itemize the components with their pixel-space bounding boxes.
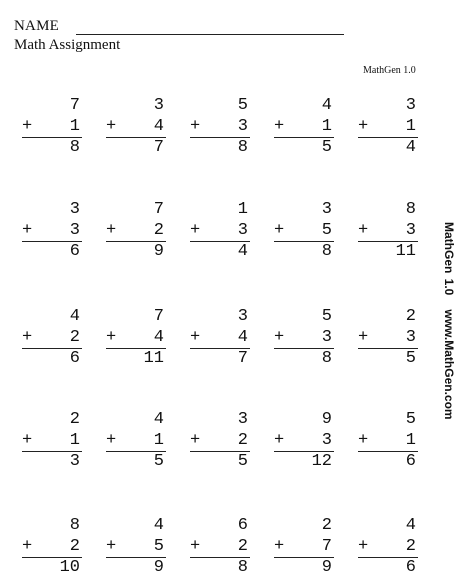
plus-operator: + [274, 117, 285, 136]
plus-operator: + [22, 117, 33, 136]
addition-problem [358, 306, 418, 370]
plus-operator: + [190, 117, 201, 136]
problem-answer: 6 [405, 452, 416, 471]
plus-operator: + [190, 537, 201, 556]
problem-bottom-number: 3 [405, 221, 416, 240]
plus-operator: + [106, 431, 117, 450]
plus-operator: + [274, 328, 285, 347]
addition-problem [190, 199, 250, 263]
plus-operator: + [106, 328, 117, 347]
problem-top-number: 3 [153, 96, 164, 115]
plus-operator: + [22, 221, 33, 240]
problem-top-number: 4 [321, 96, 332, 115]
problem-answer: 7 [153, 138, 164, 157]
problem-top-number: 3 [69, 200, 80, 219]
problem-top-number: 7 [153, 307, 164, 326]
addition-problem [22, 409, 82, 473]
page-title: Math Assignment [14, 37, 121, 53]
problem-bottom-number: 1 [405, 117, 416, 136]
problem-top-number: 5 [405, 410, 416, 429]
addition-problem [274, 409, 334, 473]
problem-bottom-number: 3 [69, 221, 80, 240]
problem-top-number: 2 [69, 410, 80, 429]
problem-top-number: 2 [321, 516, 332, 535]
problem-bottom-number: 4 [153, 117, 164, 136]
problem-bottom-number: 5 [321, 221, 332, 240]
problem-answer: 6 [69, 349, 80, 368]
problem-bottom-number: 1 [153, 431, 164, 450]
addition-problem [274, 199, 334, 263]
problem-top-number: 3 [237, 307, 248, 326]
addition-problem [106, 199, 166, 263]
addition-problem [358, 95, 418, 159]
problem-bottom-number: 1 [321, 117, 332, 136]
problem-bottom-number: 1 [69, 117, 80, 136]
problem-top-number: 6 [237, 516, 248, 535]
problem-bottom-number: 2 [237, 537, 248, 556]
problem-bottom-number: 5 [153, 537, 164, 556]
addition-problem [190, 306, 250, 370]
name-label: NAME [14, 18, 59, 34]
plus-operator: + [22, 328, 33, 347]
problem-answer: 8 [237, 558, 248, 577]
problem-bottom-number: 3 [321, 431, 332, 450]
problem-top-number: 8 [69, 516, 80, 535]
problem-bottom-number: 1 [405, 431, 416, 450]
side-product-name: MathGen 1.0 [442, 222, 456, 296]
problem-bottom-number: 4 [237, 328, 248, 347]
problem-bottom-number: 2 [237, 431, 248, 450]
addition-problem [358, 199, 418, 263]
problem-top-number: 2 [405, 307, 416, 326]
addition-problem [358, 409, 418, 473]
problem-answer: 4 [405, 138, 416, 157]
plus-operator: + [274, 221, 285, 240]
problem-top-number: 3 [405, 96, 416, 115]
plus-operator: + [106, 117, 117, 136]
addition-problem [106, 515, 166, 579]
problem-answer: 5 [405, 349, 416, 368]
name-write-line[interactable] [76, 34, 344, 35]
problem-top-number: 4 [69, 307, 80, 326]
problem-answer: 8 [237, 138, 248, 157]
addition-problem [358, 515, 418, 579]
problem-bottom-number: 3 [237, 221, 248, 240]
addition-problem [274, 515, 334, 579]
problem-answer: 12 [311, 452, 332, 471]
problem-answer: 5 [153, 452, 164, 471]
problem-answer: 6 [69, 242, 80, 261]
problem-bottom-number: 3 [405, 328, 416, 347]
problem-bottom-number: 2 [153, 221, 164, 240]
problem-answer: 10 [59, 558, 80, 577]
problem-top-number: 7 [69, 96, 80, 115]
problem-top-number: 9 [321, 410, 332, 429]
addition-problem [106, 306, 166, 370]
side-watermark [442, 222, 456, 420]
addition-problem [274, 95, 334, 159]
problem-bottom-number: 2 [405, 537, 416, 556]
plus-operator: + [358, 221, 369, 240]
addition-problem [274, 306, 334, 370]
plus-operator: + [274, 431, 285, 450]
problem-top-number: 4 [153, 410, 164, 429]
problem-top-number: 7 [153, 200, 164, 219]
problem-answer: 6 [405, 558, 416, 577]
side-website: www.MathGen.com [442, 309, 456, 420]
problem-answer: 11 [143, 349, 164, 368]
plus-operator: + [358, 537, 369, 556]
addition-problem [106, 95, 166, 159]
problem-answer: 9 [321, 558, 332, 577]
problem-bottom-number: 2 [69, 537, 80, 556]
problem-answer: 3 [69, 452, 80, 471]
addition-problem [22, 515, 82, 579]
problem-bottom-number: 4 [153, 328, 164, 347]
problem-bottom-number: 2 [69, 328, 80, 347]
problem-answer: 5 [321, 138, 332, 157]
plus-operator: + [190, 328, 201, 347]
problem-top-number: 5 [321, 307, 332, 326]
plus-operator: + [106, 221, 117, 240]
addition-problem [190, 409, 250, 473]
addition-problem [22, 306, 82, 370]
problem-bottom-number: 1 [69, 431, 80, 450]
problem-top-number: 3 [321, 200, 332, 219]
problem-bottom-number: 3 [321, 328, 332, 347]
problem-answer: 8 [321, 349, 332, 368]
version-label: MathGen 1.0 [363, 65, 416, 76]
problem-answer: 5 [237, 452, 248, 471]
addition-problem [22, 199, 82, 263]
problem-answer: 9 [153, 242, 164, 261]
plus-operator: + [358, 431, 369, 450]
plus-operator: + [106, 537, 117, 556]
addition-problem [190, 95, 250, 159]
problem-top-number: 5 [237, 96, 248, 115]
plus-operator: + [190, 431, 201, 450]
plus-operator: + [190, 221, 201, 240]
addition-problem [106, 409, 166, 473]
problem-answer: 4 [237, 242, 248, 261]
addition-problem [22, 95, 82, 159]
plus-operator: + [358, 328, 369, 347]
problem-top-number: 3 [237, 410, 248, 429]
problem-top-number: 4 [405, 516, 416, 535]
problem-top-number: 4 [153, 516, 164, 535]
problem-answer: 8 [69, 138, 80, 157]
plus-operator: + [274, 537, 285, 556]
problem-top-number: 1 [237, 200, 248, 219]
problem-answer: 7 [237, 349, 248, 368]
problem-bottom-number: 7 [321, 537, 332, 556]
problem-answer: 9 [153, 558, 164, 577]
problem-answer: 11 [395, 242, 416, 261]
addition-problem [190, 515, 250, 579]
problem-top-number: 8 [405, 200, 416, 219]
plus-operator: + [22, 537, 33, 556]
plus-operator: + [358, 117, 369, 136]
problem-bottom-number: 3 [237, 117, 248, 136]
problem-answer: 8 [321, 242, 332, 261]
plus-operator: + [22, 431, 33, 450]
